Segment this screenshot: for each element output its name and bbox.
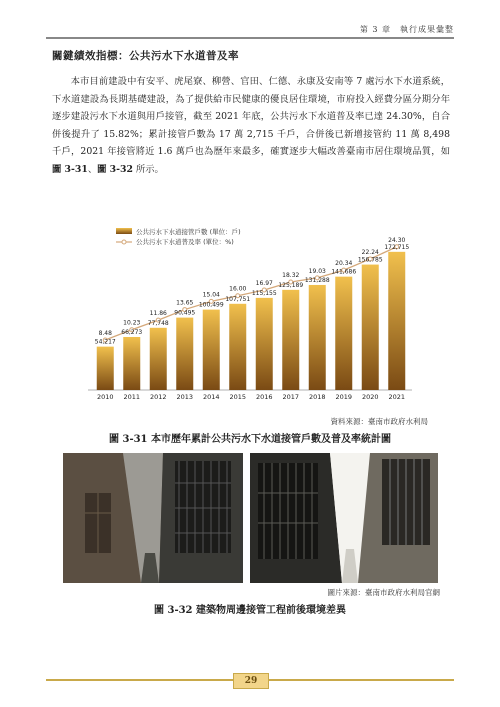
bar-2010: [97, 347, 114, 390]
bar-2012: [150, 328, 167, 390]
x-tick-2017: 2017: [282, 393, 300, 401]
chart-legend: [116, 227, 241, 246]
paragraph-ending: 所示。: [132, 163, 164, 175]
sewer-chart: [70, 212, 430, 412]
after-alley-photo: [250, 453, 438, 583]
kpi-heading: 關鍵績效指標：公共污水下水道普及率: [52, 50, 239, 62]
bar-2013: [176, 318, 193, 390]
bar-label-2018: 131,288: [304, 276, 330, 284]
figure-3-32-caption: [0, 601, 500, 616]
rate-label-2019: 20.34: [335, 260, 353, 268]
x-tick-2010: 2010: [96, 393, 114, 401]
rate-label-2021: 24.30: [388, 236, 406, 244]
bar-label-2012: 77,748: [147, 319, 169, 327]
x-tick-2012: 2012: [149, 393, 167, 401]
bar-label-2019: 141,686: [331, 268, 357, 276]
bar-2017: [282, 290, 299, 390]
x-tick-2015: 2015: [229, 393, 247, 401]
rate-label-2012: 11.86: [149, 310, 167, 318]
x-tick-2016: 2016: [255, 393, 273, 401]
figure-3-31-caption: [0, 430, 500, 445]
body-paragraph: [52, 73, 450, 179]
figure-ref-3-31: 圖 3-31: [52, 163, 88, 175]
rate-label-2017: 18.32: [282, 272, 300, 280]
bar-2011: [123, 337, 140, 390]
bar-label-2013: 90,495: [174, 309, 196, 317]
paragraph-separator: 、: [87, 163, 98, 175]
page-number: 29: [233, 673, 269, 689]
x-tick-2018: 2018: [308, 393, 326, 401]
x-tick-2020: 2020: [361, 393, 379, 401]
chart-source: 資料來源：臺南市政府水利局: [330, 417, 428, 426]
rate-label-2018: 19.03: [308, 267, 326, 275]
bar-label-2014: 100,499: [198, 301, 224, 309]
bar-label-2016: 115,155: [251, 289, 277, 297]
bar-2015: [229, 304, 246, 390]
before-alley-photo: [63, 453, 243, 583]
caption-text: 本市歷年累計公共污水下水道接管戶數及普及率統計圖: [147, 434, 391, 445]
bar-2020: [362, 265, 379, 390]
x-tick-2014: 2014: [202, 393, 220, 401]
x-tick-2011: 2011: [123, 393, 141, 401]
rate-label-2020: 22.24: [361, 248, 379, 256]
rate-label-2013: 13.65: [176, 299, 194, 307]
rate-label-2011: 10.23: [123, 319, 141, 327]
bar-label-2011: 66,273: [121, 328, 143, 336]
legend-line-marker: [122, 240, 126, 244]
x-tick-2013: 2013: [176, 393, 194, 401]
legend-bar-swatch: [116, 228, 132, 234]
bar-label-2010: 54,217: [94, 338, 116, 346]
paragraph-text: 本市目前建設中有安平、虎尾寮、柳營、官田、仁德、永康及安南等 7 處污水下水道系統，下水道建設為長期基礎建設，為了提供給市民健康的優良居住環境，市府投入經費分區分期分年逐步建設污水下水道與用戶接管，截至 2021 年底，公共污水下水道普及率已達 24.30%，自合併後提升了 15.82%；累計接管戶數為 17 萬 2,715 千戶，合併後已新增接管約 11 萬 8,498 千戶，2021 年接管將近 1.6 萬戶也為歷年來最多，確實逐步大幅改善臺南市居住環境品質，如: [52, 76, 450, 158]
photo-source: 圖片來源：臺南市政府水利局官網: [327, 588, 440, 597]
x-tick-2021: 2021: [388, 393, 406, 401]
rate-label-2015: 16.00: [229, 285, 247, 293]
bar-2016: [256, 298, 273, 390]
caption-number: 圖 3-31: [109, 434, 148, 445]
bar-2014: [203, 310, 220, 390]
figure-ref-3-32: 圖 3-32: [97, 163, 133, 175]
x-tick-2019: 2019: [335, 393, 353, 401]
legend-bar-label: 公共污水下水道接管戶數 (單位：戶): [136, 228, 241, 236]
header-divider: [46, 37, 454, 39]
bar-label-2015: 107,751: [225, 295, 251, 303]
rate-label-2014: 15.04: [202, 291, 220, 299]
bar-label-2021: 172,715: [384, 243, 410, 251]
rate-label-2010: 8.48: [98, 330, 112, 338]
legend-line-label: 公共污水下水道普及率 (單位：%): [136, 238, 234, 246]
bar-label-2020: 156,785: [357, 256, 383, 264]
bar-label-2017: 125,189: [278, 281, 304, 289]
bar-2021: [388, 252, 405, 390]
chapter-header: 第 3 章 執行成果彙整: [359, 25, 454, 34]
caption-number: 圖 3-32: [154, 605, 193, 616]
bar-2018: [309, 285, 326, 390]
caption-text: 建築物周邊接管工程前後環境差異: [192, 605, 346, 616]
bar-2019: [335, 277, 352, 390]
rate-label-2016: 16.97: [255, 279, 273, 287]
